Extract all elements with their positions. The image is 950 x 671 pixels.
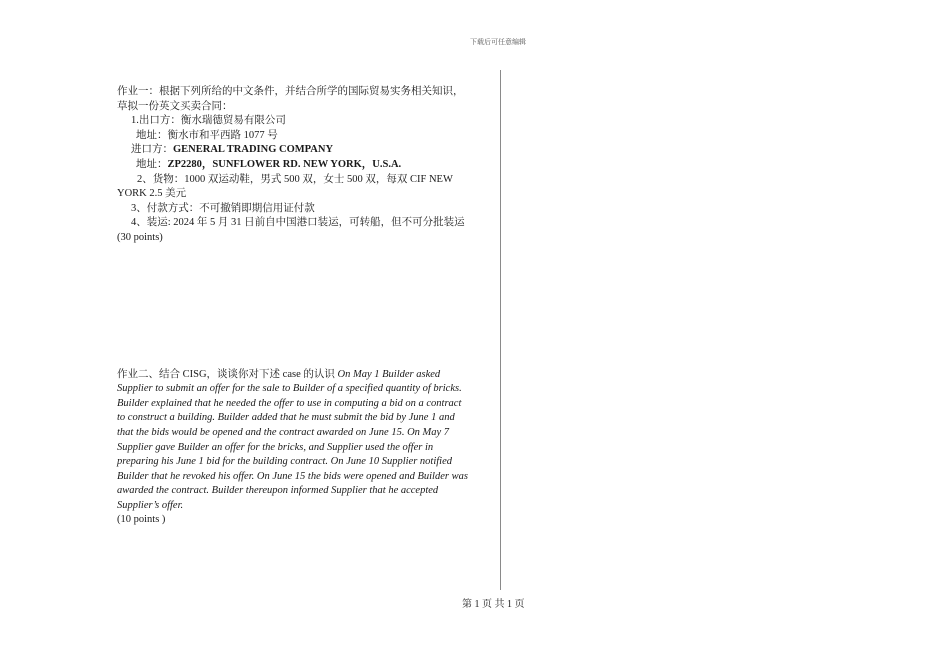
assignment-1-intro-line-1: 作业一：根据下列所给的中文条件，并结合所学的国际贸易实务相关知识， [117, 86, 464, 97]
page-header: 下载后可任意编辑 [470, 38, 526, 46]
case-line: awarded the contract. Builder thereupon informed Supplier that he accepted [117, 485, 439, 497]
payment-line: 3、付款方式：不可撤销即期信用证付款 [131, 202, 315, 214]
column-divider [500, 70, 501, 590]
importer-address: ZP2280，SUNFLOWER RD. NEW YORK，U.S.A. [167, 158, 402, 170]
assignment-2-first-line [117, 368, 493, 383]
case-line: Builder that he revoked his offer. On June 15 the bids were opened and Builder was [117, 470, 468, 482]
case-line: that the bids would be opened and the contract awarded on June 15. On May 7 [117, 426, 450, 438]
assignment-1 [117, 85, 493, 246]
importer-name: GENERAL TRADING COMPANY [173, 144, 334, 156]
case-line: Supplier to submit an offer for the sale to Builder of a specified quantity of bricks. [117, 383, 462, 395]
assignment-2-points: (10 points ) [117, 514, 166, 526]
importer-address-label: 地址： [136, 158, 168, 170]
assignment-2 [117, 368, 493, 529]
importer-line [117, 143, 493, 158]
assignment-1-intro-line-2: 草拟一份英文买卖合同： [117, 100, 233, 112]
case-line: preparing his June 1 bid for the building contract. On June 10 Supplier notified [117, 456, 452, 468]
importer-label: 进口方： [131, 144, 173, 156]
exporter-line: 1.出口方：衡水瑞德贸易有限公司 [131, 115, 286, 127]
importer-address-line [117, 158, 493, 173]
document-body [117, 85, 493, 528]
goods-line-1: 2、货物：1000 双运动鞋，男式 500 双，女士 500 双，每双 CIF NEW [137, 173, 453, 185]
case-line: Supplier gave Builder an offer for the bricks, and Supplier used the offer in [117, 441, 434, 453]
case-line: to construct a building. Builder added that he must submit the bid by June 1 and [117, 412, 455, 424]
case-line: On May 1 Builder asked [337, 368, 441, 380]
page-footer: 第 1 页 共 1 页 [462, 599, 525, 610]
exporter-address-line: 地址：衡水市和平西路 1077 号 [136, 129, 278, 141]
shipment-line: 4、装运: 2024 年 5 月 31 日前自中国港口装运，可转船，但不可分批装运 [131, 217, 465, 229]
assignment-2-intro: 作业二、结合 CISG，谈谈你对下述 case 的认识 [117, 368, 338, 380]
case-line: Supplier’s offer. [117, 499, 184, 511]
assignment-1-points: (30 points) [117, 231, 163, 243]
case-line: Builder explained that he needed the offer to use in computing a bid on a contract [117, 397, 462, 409]
goods-line-2: YORK 2.5 美元 [117, 188, 187, 200]
